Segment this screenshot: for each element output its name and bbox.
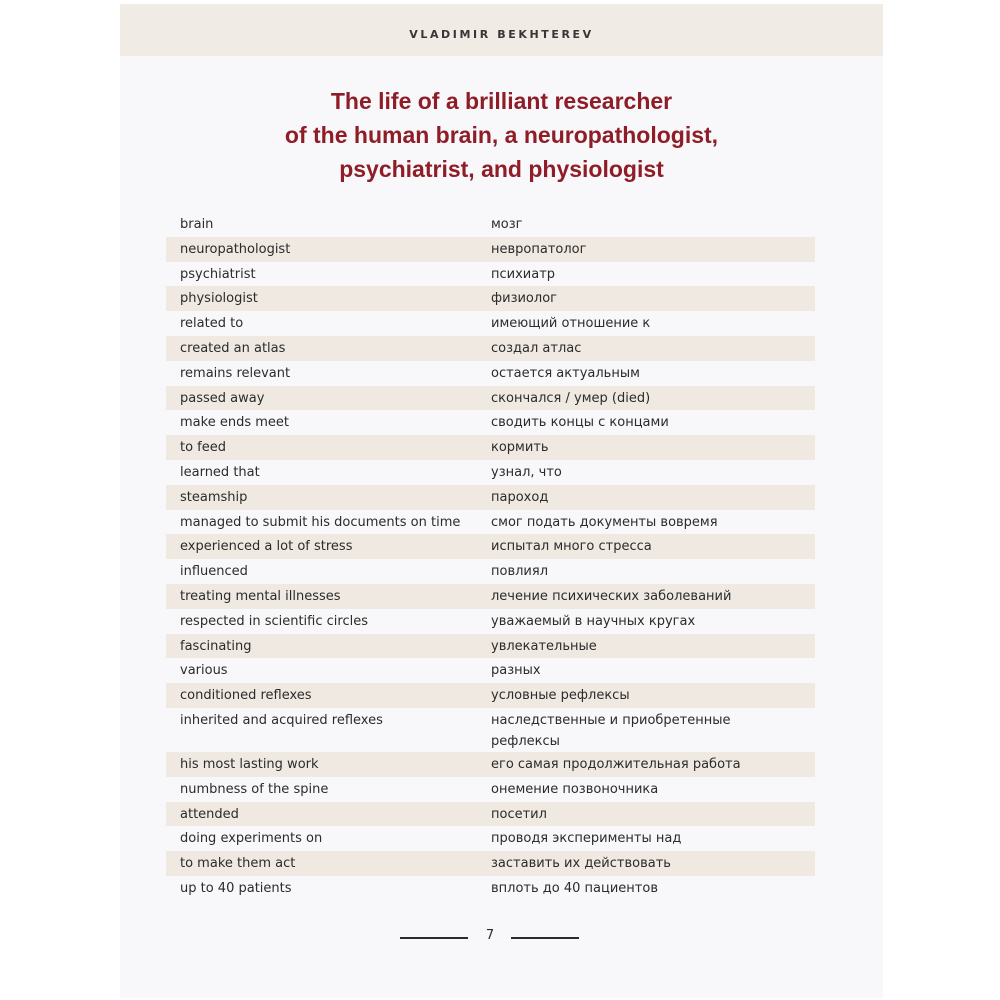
- russian-translation: лечение психических заболеваний: [491, 588, 732, 604]
- english-term: learned that: [180, 464, 260, 480]
- vocabulary-row: [166, 683, 815, 708]
- vocabulary-row: [166, 386, 815, 411]
- russian-translation: проводя эксперименты над: [491, 831, 682, 847]
- vocabulary-row: [166, 485, 815, 510]
- running-header-title: VLADIMIR BEKHTEREV: [409, 28, 594, 41]
- english-term: passed away: [180, 390, 265, 406]
- running-header-band: [120, 4, 883, 56]
- russian-translation: уважаемый в научных кругах: [491, 613, 696, 629]
- vocabulary-row: [166, 435, 815, 460]
- english-term: his most lasting work: [180, 756, 319, 772]
- russian-translation: повлиял: [491, 564, 549, 580]
- english-term: up to 40 patients: [180, 880, 292, 896]
- russian-translation: его самая продолжительная работа: [491, 756, 741, 772]
- chapter-title-line: of the human brain, a neuropathologist,: [284, 122, 719, 148]
- russian-translation: остается актуальным: [491, 365, 640, 381]
- chapter-title-line: psychiatrist, and physiologist: [339, 156, 664, 182]
- russian-translation: вплоть до 40 пациентов: [491, 880, 658, 896]
- footer-rule-right: [511, 937, 579, 939]
- vocabulary-row: [166, 559, 815, 584]
- english-term: make ends meet: [180, 415, 289, 431]
- english-term: to make them act: [180, 856, 296, 872]
- russian-translation: увлекательные: [491, 638, 597, 654]
- russian-translation: мозг: [491, 217, 523, 232]
- russian-translation: условные рефлексы: [491, 688, 630, 704]
- english-term: doing experiments on: [180, 831, 323, 847]
- vocabulary-row: [166, 708, 815, 752]
- russian-translation: психиатр: [491, 266, 556, 282]
- russian-translation: создал атлас: [491, 340, 582, 356]
- english-term: attended: [180, 806, 239, 822]
- russian-translation: испытал много стресса: [491, 539, 652, 555]
- russian-translation: сводить концы с концами: [491, 415, 669, 431]
- vocabulary-row: [166, 336, 815, 361]
- english-term: steamship: [180, 489, 248, 505]
- russian-translation: физиолог: [491, 291, 557, 307]
- english-term: numbness of the spine: [180, 781, 329, 797]
- russian-translation: узнал, что: [491, 464, 562, 480]
- vocabulary-row: [166, 658, 815, 683]
- russian-translation: онемение позвоночника: [491, 781, 659, 797]
- vocabulary-row: [166, 286, 815, 311]
- footer-rule-left: [400, 937, 468, 939]
- vocabulary-row: [166, 851, 815, 876]
- english-term: inherited and acquired reflexes: [180, 712, 383, 728]
- russian-translation: заставить их действовать: [491, 856, 671, 872]
- russian-translation: разных: [491, 663, 541, 679]
- russian-translation: невропатолог: [491, 241, 587, 257]
- book-page: [120, 4, 883, 998]
- page-footer: [120, 928, 883, 948]
- vocabulary-row: [166, 777, 815, 802]
- english-term: conditioned reflexes: [180, 688, 312, 704]
- english-term: neuropathologist: [180, 241, 291, 257]
- russian-translation: скончался / умер (died): [491, 390, 651, 406]
- russian-translation: пароход: [491, 489, 549, 505]
- vocabulary-row: [166, 237, 815, 262]
- english-term: treating mental illnesses: [180, 588, 341, 604]
- vocabulary-row: [166, 460, 815, 485]
- vocabulary-row: [166, 634, 815, 659]
- english-term: psychiatrist: [180, 266, 256, 282]
- russian-translation: посетил: [491, 806, 547, 822]
- russian-translation: имеющий отношение к: [491, 316, 651, 332]
- vocabulary-row: [166, 802, 815, 827]
- chapter-title: [120, 84, 883, 186]
- vocabulary-row: [166, 826, 815, 851]
- russian-translation: кормить: [491, 440, 549, 456]
- vocabulary-row: [166, 262, 815, 287]
- english-term: to feed: [180, 440, 227, 456]
- vocabulary-row: [166, 361, 815, 386]
- russian-translation: смог подать документы вовремя: [491, 514, 718, 530]
- vocabulary-row: [166, 876, 815, 901]
- page-number: 7: [485, 928, 495, 943]
- vocabulary-row: [166, 212, 815, 237]
- english-term: brain: [180, 217, 214, 232]
- english-term: physiologist: [180, 291, 258, 307]
- chapter-title-line: The life of a brilliant researcher: [330, 88, 673, 114]
- english-term: managed to submit his documents on time: [180, 514, 461, 530]
- english-term: influenced: [180, 564, 248, 580]
- english-term: created an atlas: [180, 340, 286, 356]
- english-term: experienced a lot of stress: [180, 539, 353, 555]
- vocabulary-row: [166, 609, 815, 634]
- vocabulary-row: [166, 410, 815, 435]
- english-term: related to: [180, 316, 244, 332]
- vocabulary-row: [166, 510, 815, 535]
- vocabulary-table: [166, 212, 815, 901]
- english-term: fascinating: [180, 638, 252, 654]
- vocabulary-row: [166, 584, 815, 609]
- english-term: various: [180, 663, 228, 679]
- vocabulary-row: [166, 311, 815, 336]
- vocabulary-row: [166, 534, 815, 559]
- english-term: respected in scientific circles: [180, 613, 368, 629]
- vocabulary-row: [166, 752, 815, 777]
- russian-translation: наследственные и приобретенные рефлексы: [491, 712, 731, 749]
- english-term: remains relevant: [180, 365, 291, 381]
